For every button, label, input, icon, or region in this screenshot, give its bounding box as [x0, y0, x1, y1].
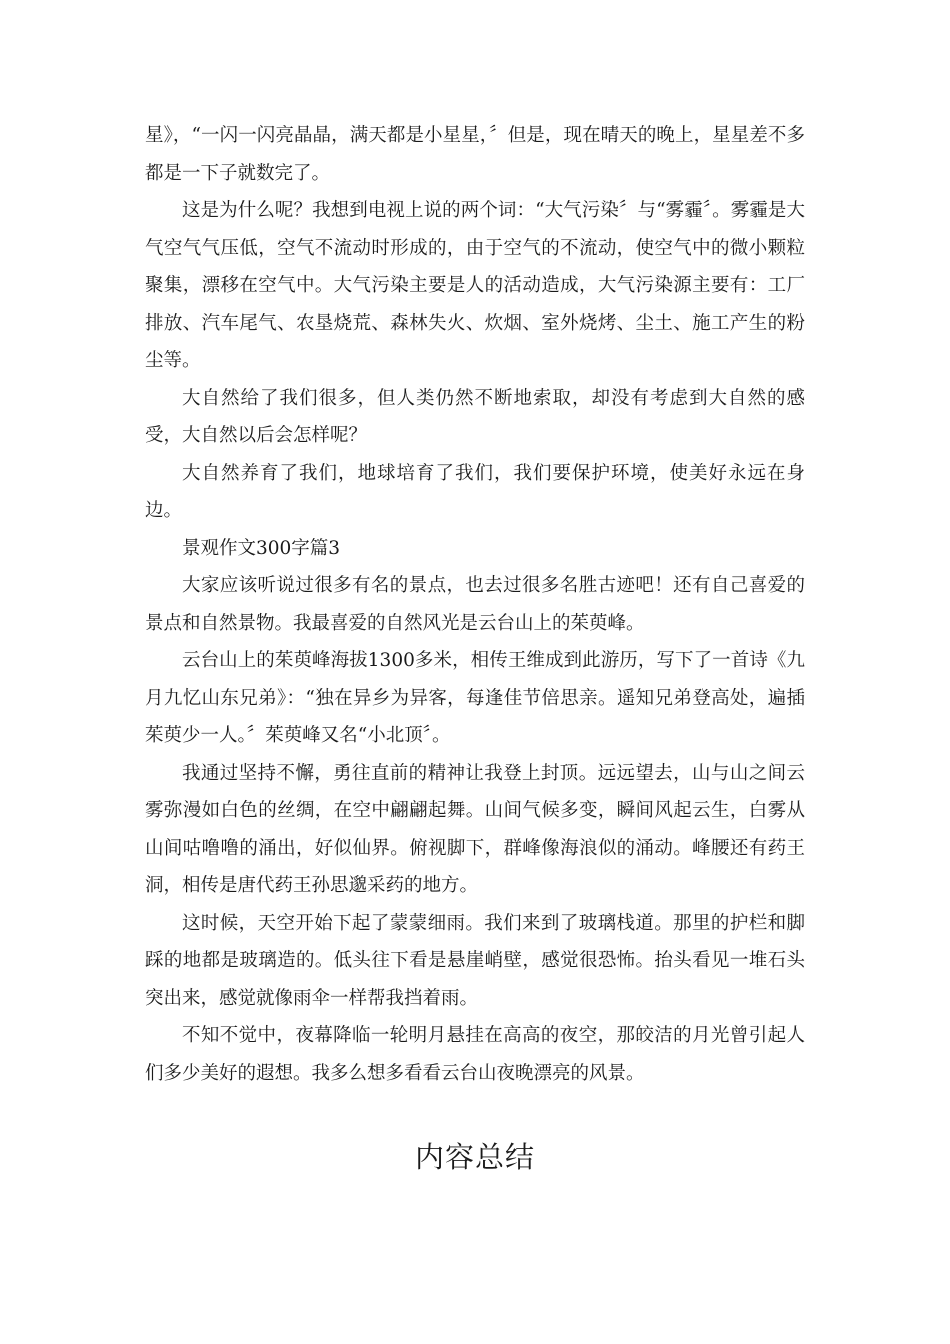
paragraph-famous-spots: 大家应该听说过很多有名的景点，也去过很多名胜古迹吧！还有自己喜爱的景点和自然景物。我最喜爱的自然风光是云台山上的茱萸峰。	[145, 575, 805, 634]
paragraph-climb-summit: 我通过坚持不懈，勇往直前的精神让我登上封顶。远远望去，山与山之间云雾弥漫如白色的丝绸，在空中翩翩起舞。山间气候多变，瞬间风起云生，白雾从山间咕噜噜的涌出，好似仙界。俯视脚下，群峰像海浪似的涌动。峰腰还有药王洞，相传是唐代药王孙思邈采药的地方。	[145, 762, 805, 896]
paragraph-glass-walkway: 这时候，天空开始下起了蒙蒙细雨。我们来到了玻璃栈道。那里的护栏和脚踩的地都是玻璃造的。低头往下看是悬崖峭壁，感觉很恐怖。抬头看见一堆石头突出来，感觉就像雨伞一样帮我挡着雨。	[145, 912, 805, 1009]
paragraph-star-continuation: 星》，“一闪一闪亮晶晶，满天都是小星星，〞但是，现在晴天的晚上，星星差不多都是一下子就数完了。	[145, 125, 805, 184]
paragraph-zhuyu-peak: 云台山上的茱萸峰海拔1300多米，相传王维成到此游历，写下了一首诗《九月九忆山东兄弟》：“独在异乡为异客，每逢佳节倍思亲。遥知兄弟登高处，遍插茱萸少一人。〞茱萸峰又名“小北顶〞。	[145, 650, 805, 746]
summary-title: 内容总结	[414, 1140, 535, 1174]
paragraph-nature-gives: 大自然给了我们很多，但人类仍然不断地索取，却没有考虑到大自然的感受，大自然以后会怎样呢？	[145, 387, 805, 446]
section-heading-essay-3: 景观作文300字篇3	[182, 537, 341, 559]
paragraph-night-falls: 不知不觉中，夜幕降临一轮明月悬挂在高高的夜空，那皎洁的月光曾引起人们多少美好的遐想。我多么想多看看云台山夜晚漂亮的风景。	[145, 1025, 805, 1084]
paragraph-pollution-reason: 这是为什么呢？我想到电视上说的两个词：“大气污染〞与“雾霾〞。雾霾是大气空气气压低，空气不流动时形成的，由于空气的不流动，使空气中的微小颗粒聚集，漂移在空气中。大气污染主要是人的活动造成，大气污染源主要有：工厂排放、汽车尾气、农垦烧荒、森林失火、炊烟、室外烧烤、尘土、施工产生的粉尘等。	[145, 200, 805, 371]
paragraph-protect-environment: 大自然养育了我们，地球培育了我们，我们要保护环境，使美好永远在身边。	[145, 462, 805, 521]
article-body	[145, 117, 805, 1092]
